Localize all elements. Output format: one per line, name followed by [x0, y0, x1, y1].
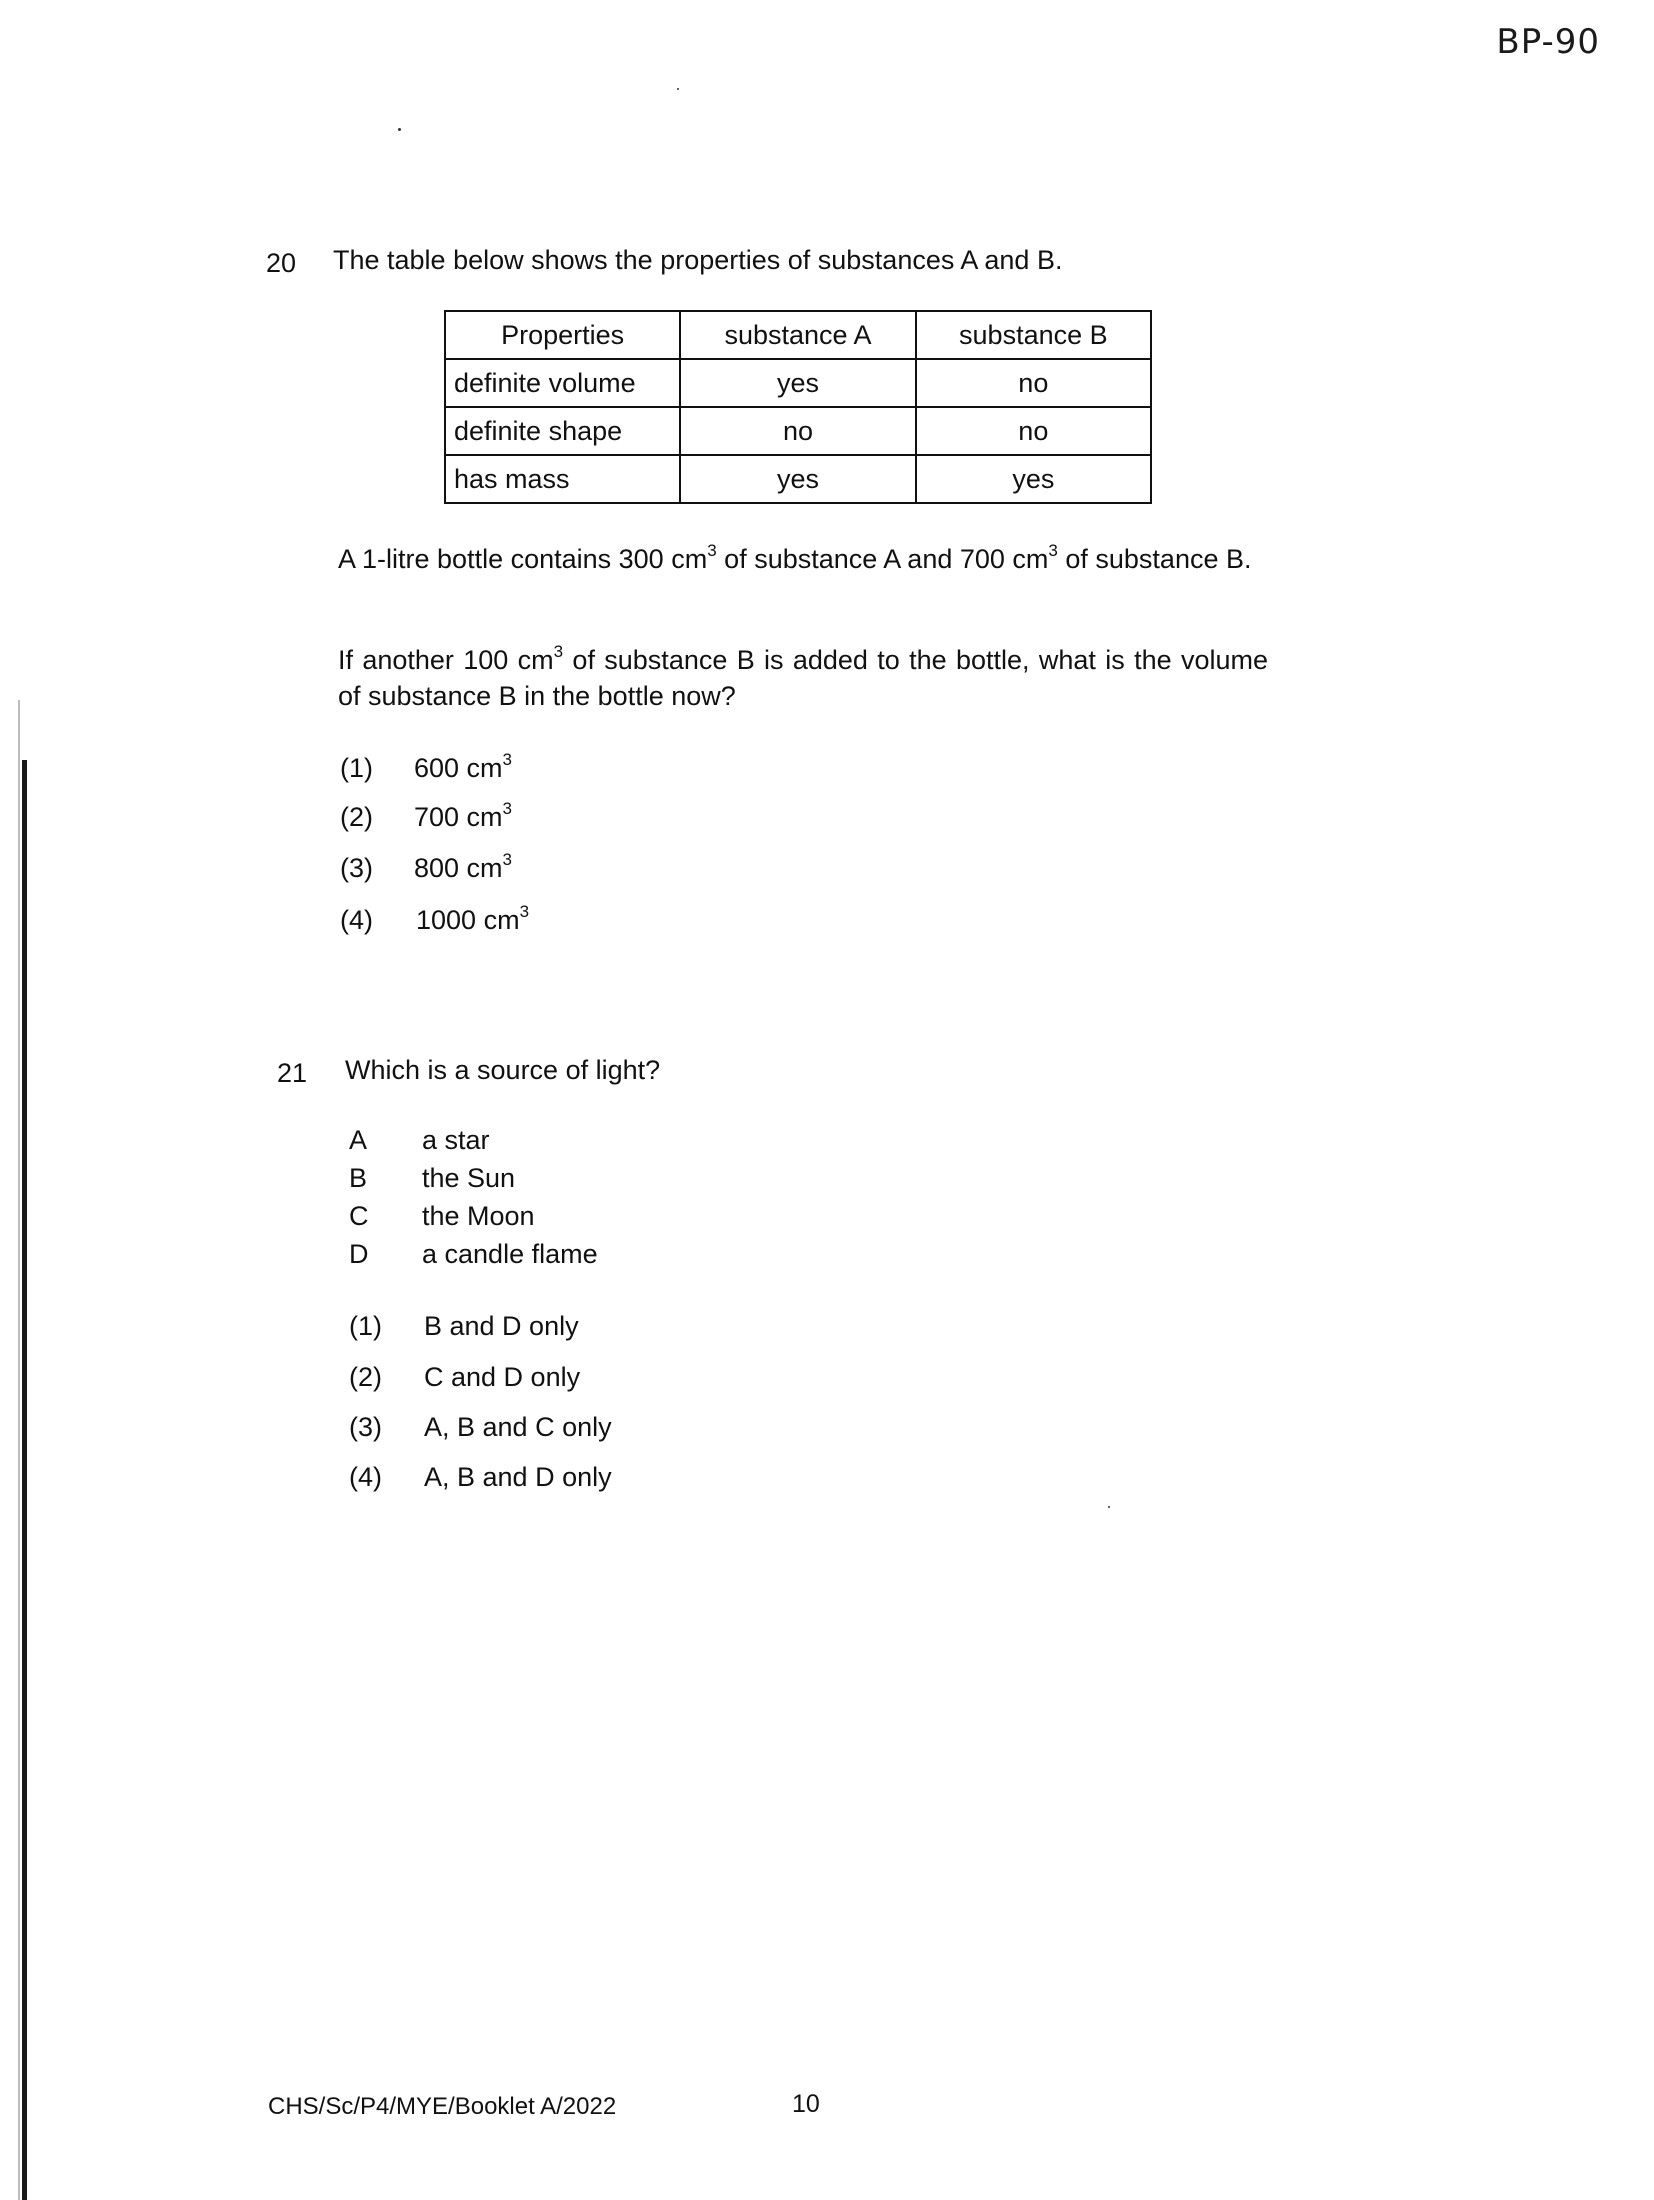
page-number: 10	[792, 2090, 820, 2118]
superscript: 3	[502, 850, 513, 869]
table-cell: has mass	[445, 455, 680, 503]
table-row	[445, 455, 1151, 503]
option-value: 800 cm	[414, 853, 503, 883]
question-20-context	[338, 541, 1268, 577]
option-number: (4)	[349, 1462, 382, 1492]
question-text: of substance B is added to the bottle, what is the volume of substance B in the bottle now?	[338, 645, 1268, 711]
option-text	[414, 750, 513, 784]
item-text: a star	[422, 1125, 490, 1155]
table-header-cell: Properties	[445, 311, 680, 359]
option-text: A, B and C only	[424, 1412, 612, 1442]
question-number-21: 21	[277, 1058, 308, 1088]
table-cell: no	[916, 407, 1151, 455]
page-code: BP-90	[1496, 22, 1600, 62]
item-letter: B	[349, 1163, 368, 1193]
item-letter: D	[349, 1239, 369, 1269]
superscript: 3	[502, 750, 513, 769]
option-number: (2)	[349, 1362, 382, 1392]
option-number: (2)	[340, 802, 373, 832]
question-20-question	[338, 642, 1268, 714]
table-header-row	[445, 311, 1151, 359]
table-header-cell: substance A	[680, 311, 915, 359]
option-number: (3)	[349, 1412, 382, 1442]
option-text	[414, 850, 513, 884]
table-header-cell: substance B	[916, 311, 1151, 359]
option-text: A, B and D only	[424, 1462, 612, 1492]
scan-speck	[1108, 1506, 1110, 1508]
option-text	[416, 902, 530, 936]
question-number-20: 20	[266, 248, 297, 278]
question-21-stem: Which is a source of light?	[345, 1055, 661, 1085]
table-row	[445, 359, 1151, 407]
item-letter: A	[349, 1125, 368, 1155]
option-number: (3)	[340, 853, 373, 883]
option-value: 600 cm	[414, 753, 503, 783]
superscript: 3	[519, 902, 530, 921]
option-value: 700 cm	[414, 802, 503, 832]
item-letter: C	[349, 1201, 369, 1231]
item-text: a candle flame	[422, 1239, 598, 1269]
context-text: of substance B.	[1057, 544, 1252, 574]
table-cell: yes	[680, 455, 915, 503]
question-text: If another 100 cm	[338, 645, 554, 675]
table-row	[445, 407, 1151, 455]
option-value: 1000 cm	[416, 905, 520, 935]
properties-table	[444, 310, 1152, 504]
option-number: (1)	[340, 753, 373, 783]
option-number: (4)	[340, 905, 373, 935]
option-text	[414, 799, 513, 833]
table-cell: definite shape	[445, 407, 680, 455]
option-number: (1)	[349, 1311, 382, 1341]
option-text: C and D only	[424, 1362, 581, 1392]
context-text: A 1-litre bottle contains 300 cm	[338, 544, 708, 574]
footer-code: CHS/Sc/P4/MYE/Booklet A/2022	[268, 2093, 617, 2120]
option-text: B and D only	[424, 1311, 579, 1341]
superscript: 3	[553, 642, 564, 661]
scan-speck	[398, 128, 401, 131]
table-cell: no	[680, 407, 915, 455]
superscript: 3	[502, 799, 513, 818]
question-20-stem: The table below shows the properties of substances A and B.	[333, 245, 1063, 275]
table-cell: definite volume	[445, 359, 680, 407]
table-cell: yes	[916, 455, 1151, 503]
superscript: 3	[707, 541, 717, 560]
context-text: of substance A and 700 cm	[716, 544, 1049, 574]
table-cell: yes	[680, 359, 915, 407]
item-text: the Moon	[422, 1201, 535, 1231]
scan-edge-line	[22, 760, 27, 2200]
superscript: 3	[1048, 541, 1058, 560]
scan-edge-shadow	[18, 700, 20, 2200]
item-text: the Sun	[422, 1163, 516, 1193]
table-cell: no	[916, 359, 1151, 407]
scan-speck	[677, 88, 679, 90]
